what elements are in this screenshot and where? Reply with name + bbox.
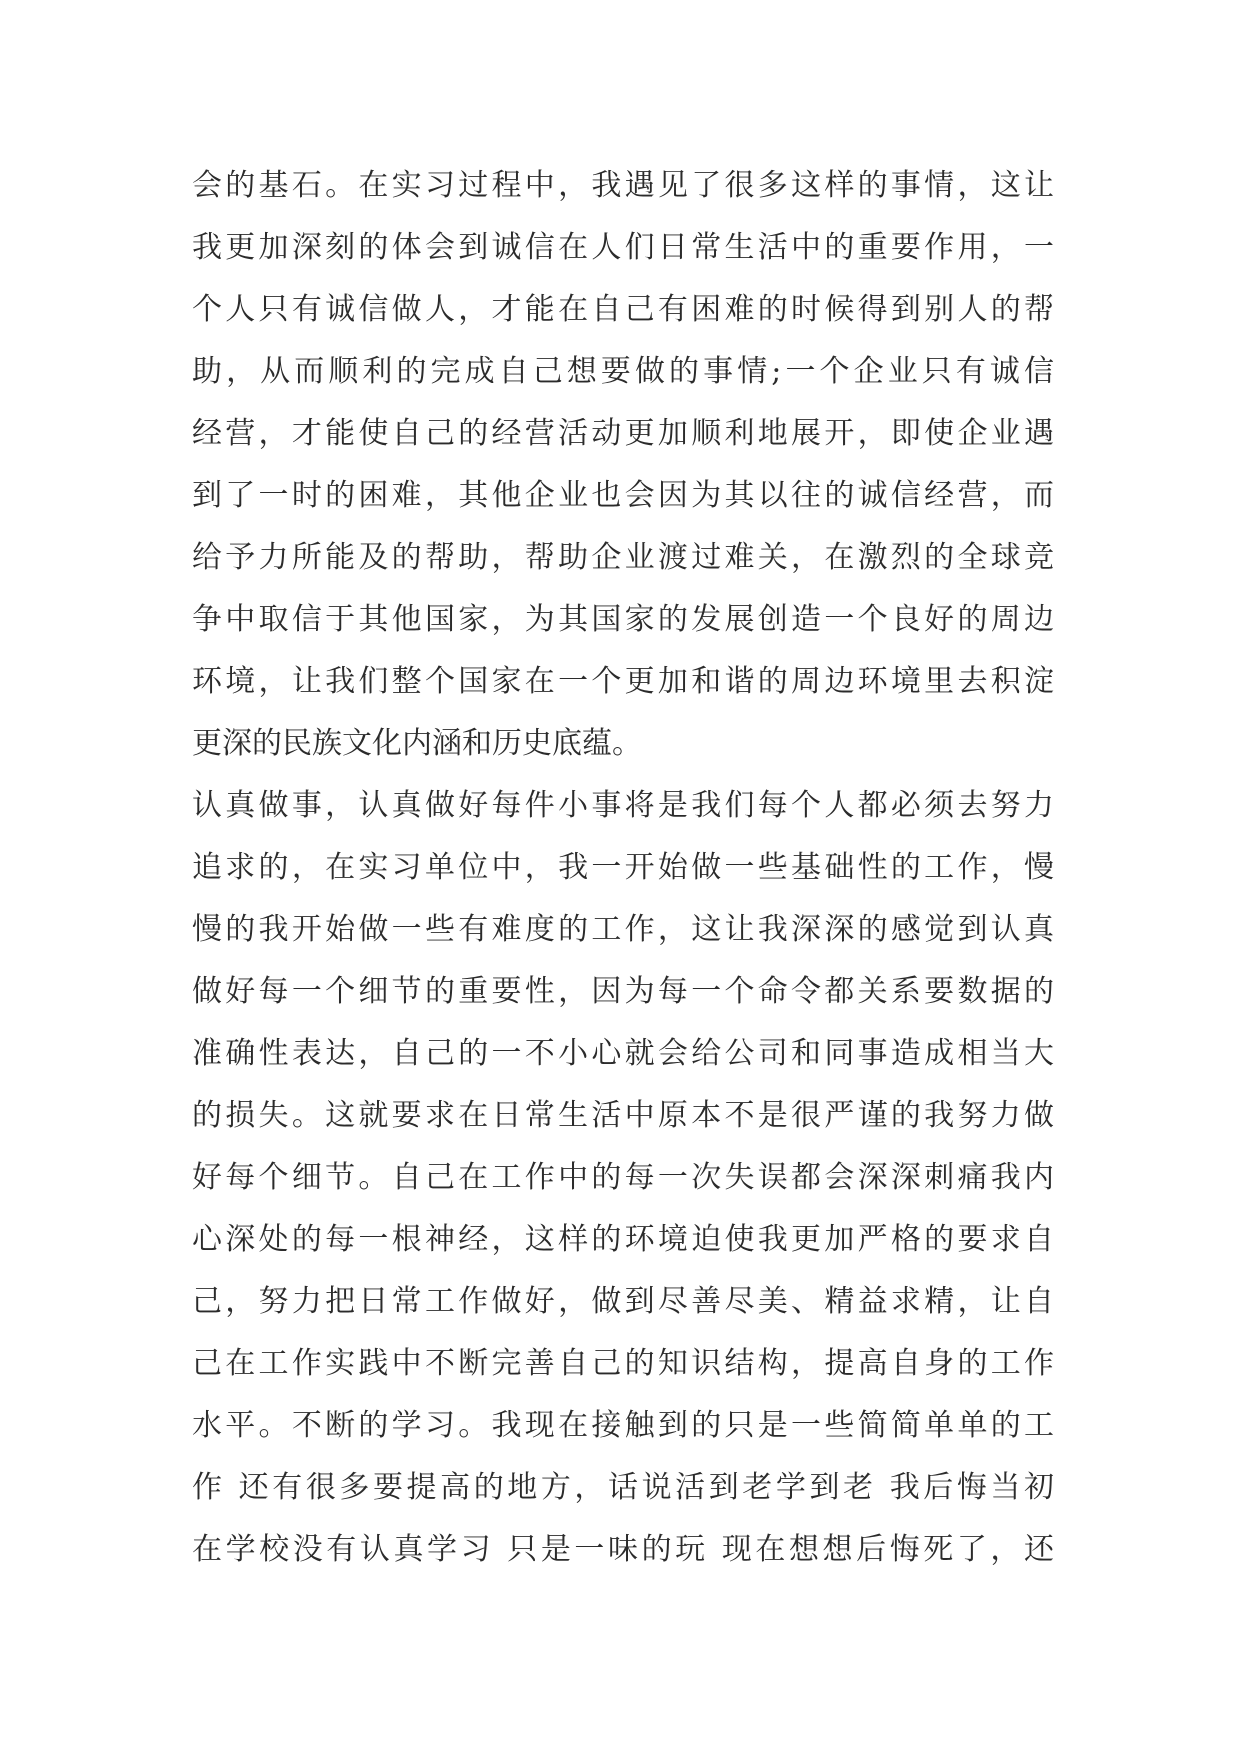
text-line: 心深处的每一根神经，这样的环境迫使我更加严格的要求自 <box>192 1222 1054 1257</box>
text-line: 己在工作实践中不断完善自己的知识结构，提高自身的工作 <box>192 1346 1054 1381</box>
text-line: 作 还有很多要提高的地方，话说活到老学到老 我后悔当初 <box>192 1470 1054 1505</box>
text-line: 会的基石。在实习过程中，我遇见了很多这样的事情，这让 <box>192 168 1054 203</box>
text-line: 经营，才能使自己的经营活动更加顺利地展开，即使企业遇 <box>192 416 1054 451</box>
text-line: 水平。不断的学习。我现在接触到的只是一些简简单单的工 <box>192 1408 1054 1443</box>
text-line: 环境，让我们整个国家在一个更加和谐的周边环境里去积淀 <box>192 664 1054 699</box>
text-line: 到了一时的困难，其他企业也会因为其以往的诚信经营，而 <box>192 478 1054 513</box>
text-line: 追求的，在实习单位中，我一开始做一些基础性的工作，慢 <box>192 850 1054 885</box>
text-line: 争中取信于其他国家，为其国家的发展创造一个良好的周边 <box>192 602 1054 637</box>
text-line: 己，努力把日常工作做好，做到尽善尽美、精益求精，让自 <box>192 1284 1054 1319</box>
paragraph-integrity <box>192 155 1054 775</box>
text-line: 我更加深刻的体会到诚信在人们日常生活中的重要作用，一 <box>192 230 1054 265</box>
text-line: 做好每一个细节的重要性，因为每一个命令都关系要数据的 <box>192 974 1054 1009</box>
paragraph-diligence <box>192 775 1054 1581</box>
text-line: 的损失。这就要求在日常生活中原本不是很严谨的我努力做 <box>192 1098 1054 1133</box>
text-line: 更深的民族文化内涵和历史底蕴。 <box>192 726 642 761</box>
text-line: 助，从而顺利的完成自己想要做的事情;一个企业只有诚信 <box>192 354 1054 389</box>
text-line: 慢的我开始做一些有难度的工作，这让我深深的感觉到认真 <box>192 912 1054 947</box>
text-line: 认真做事，认真做好每件小事将是我们每个人都必须去努力 <box>192 788 1054 823</box>
text-line: 准确性表达，自己的一不小心就会给公司和同事造成相当大 <box>192 1036 1054 1071</box>
text-line: 个人只有诚信做人，才能在自己有困难的时候得到别人的帮 <box>192 292 1054 327</box>
text-line: 在学校没有认真学习 只是一味的玩 现在想想后悔死了，还 <box>192 1532 1054 1567</box>
text-line: 好每个细节。自己在工作中的每一次失误都会深深刺痛我内 <box>192 1160 1054 1195</box>
text-line: 给予力所能及的帮助，帮助企业渡过难关，在激烈的全球竞 <box>192 540 1054 575</box>
